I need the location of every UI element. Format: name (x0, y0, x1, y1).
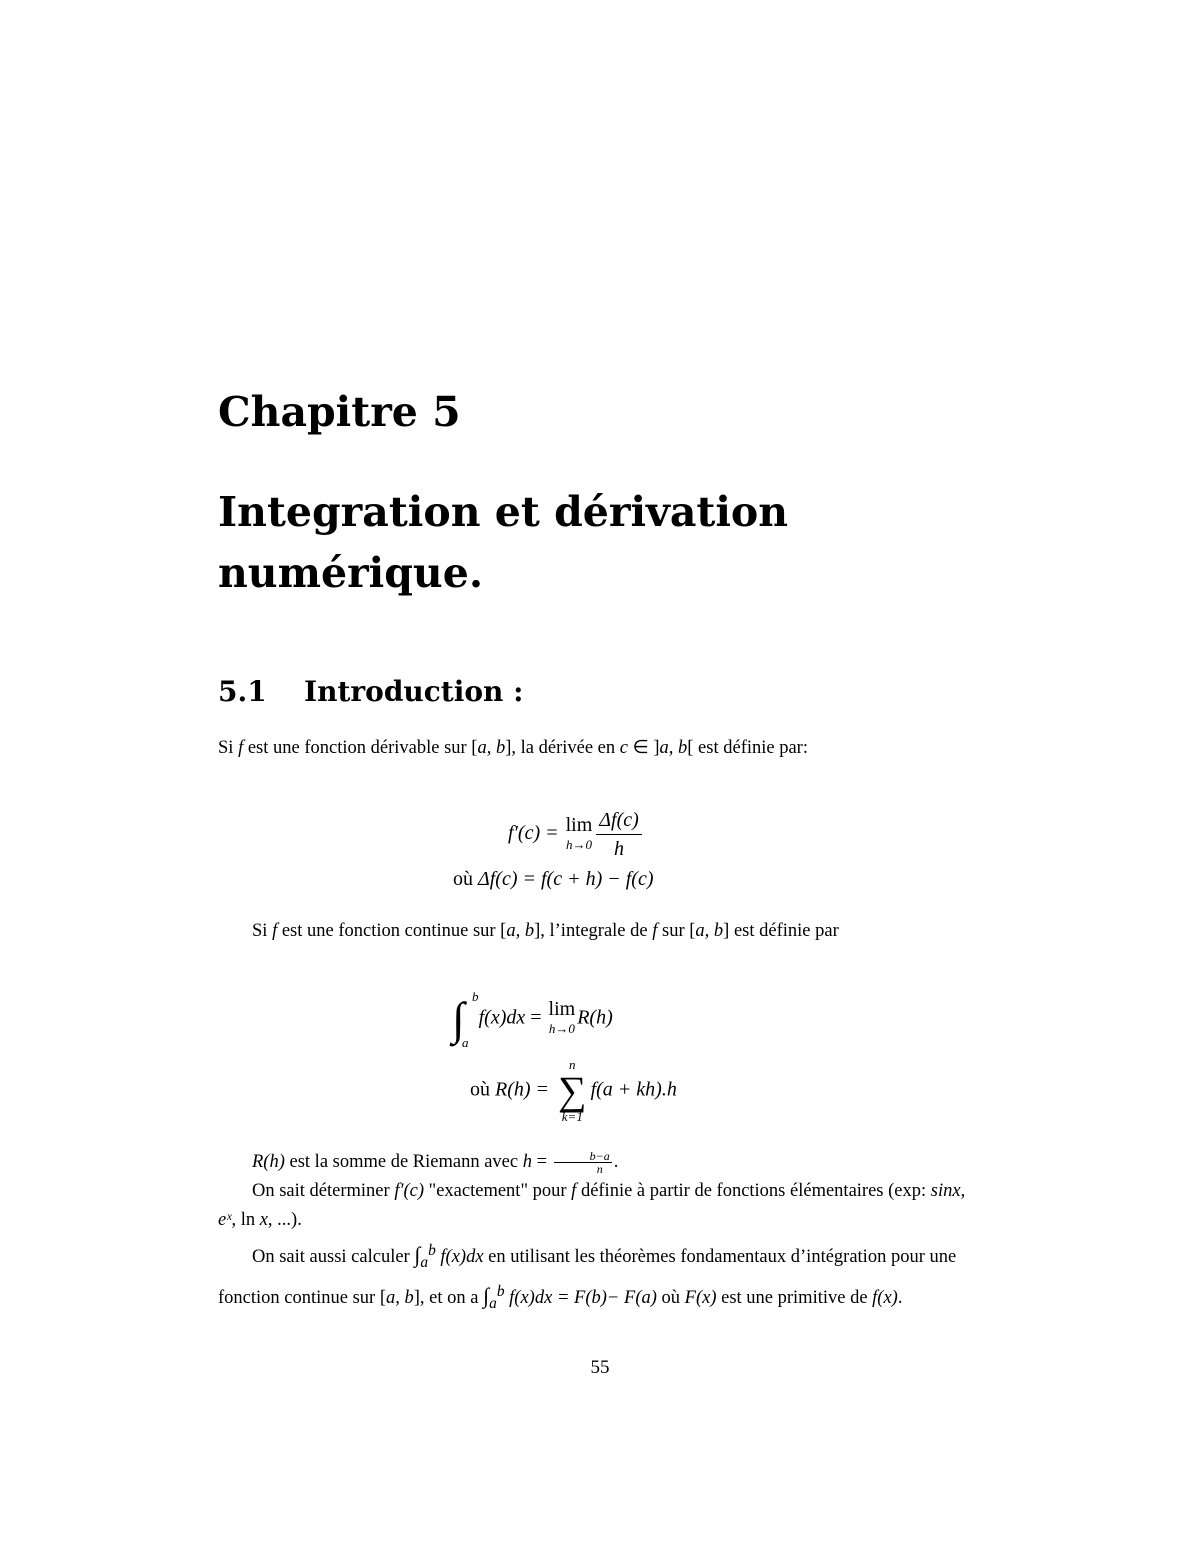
paragraph-fundamental-theorem: On sait aussi calculer $\int_a^b$ f(x)dx en utilisant les théorèmes fondamentaux d’intégration pour une fonction continue sur [a, b], et on a $\int_a^b$ f(x)dx = F(b)− F(a) où F(x) est une primitive de f(x). (218, 1242, 957, 1312)
summation-sign: n ∑ k=1 (558, 1057, 587, 1124)
section-heading (218, 675, 524, 708)
equation-riemann-sum: où R(h) = n ∑ k=1 f(a + kh).h (470, 1057, 677, 1124)
chapter-label: Chapitre 5 (218, 388, 461, 436)
section-title: Introduction : (304, 675, 524, 708)
paragraph-exact-derivative: On sait déterminer f′(c) "exactement" pour f définie à partir de fonctions élémentaires (exp: sinx, eˣ, ln x, ...). (218, 1181, 966, 1230)
paragraph-integral-definition: Si f est une fonction continue sur [a, b], l’integrale de f sur [a, b] est définie par (252, 921, 839, 941)
equation-delta-definition: où Δf(c) = f(c + h) − f(c) (453, 868, 654, 890)
equation-derivative-limit: f′(c) = lim h→0 $\frac{\Delta f(c)}{h}$ (508, 806, 644, 863)
equation-integral-limit: ∫ b a f(x)dx = lim h→0 R(h) (452, 989, 613, 1050)
chapter-title: Integration et dérivation numérique. (218, 488, 789, 597)
page-number: 55 (590, 1357, 610, 1378)
section-number: 5.1 (218, 675, 267, 708)
paragraph-riemann-sum: R(h) est la somme de Riemann avec h = $\frac{b-a}{n}$ . (252, 1149, 619, 1177)
paragraph-derivative-definition: Si f est une fonction dérivable sur [a, b], la dérivée en c ∈ ]a, b[ est définie par: (218, 738, 808, 758)
integral-sign: ∫ b a (452, 989, 479, 1050)
